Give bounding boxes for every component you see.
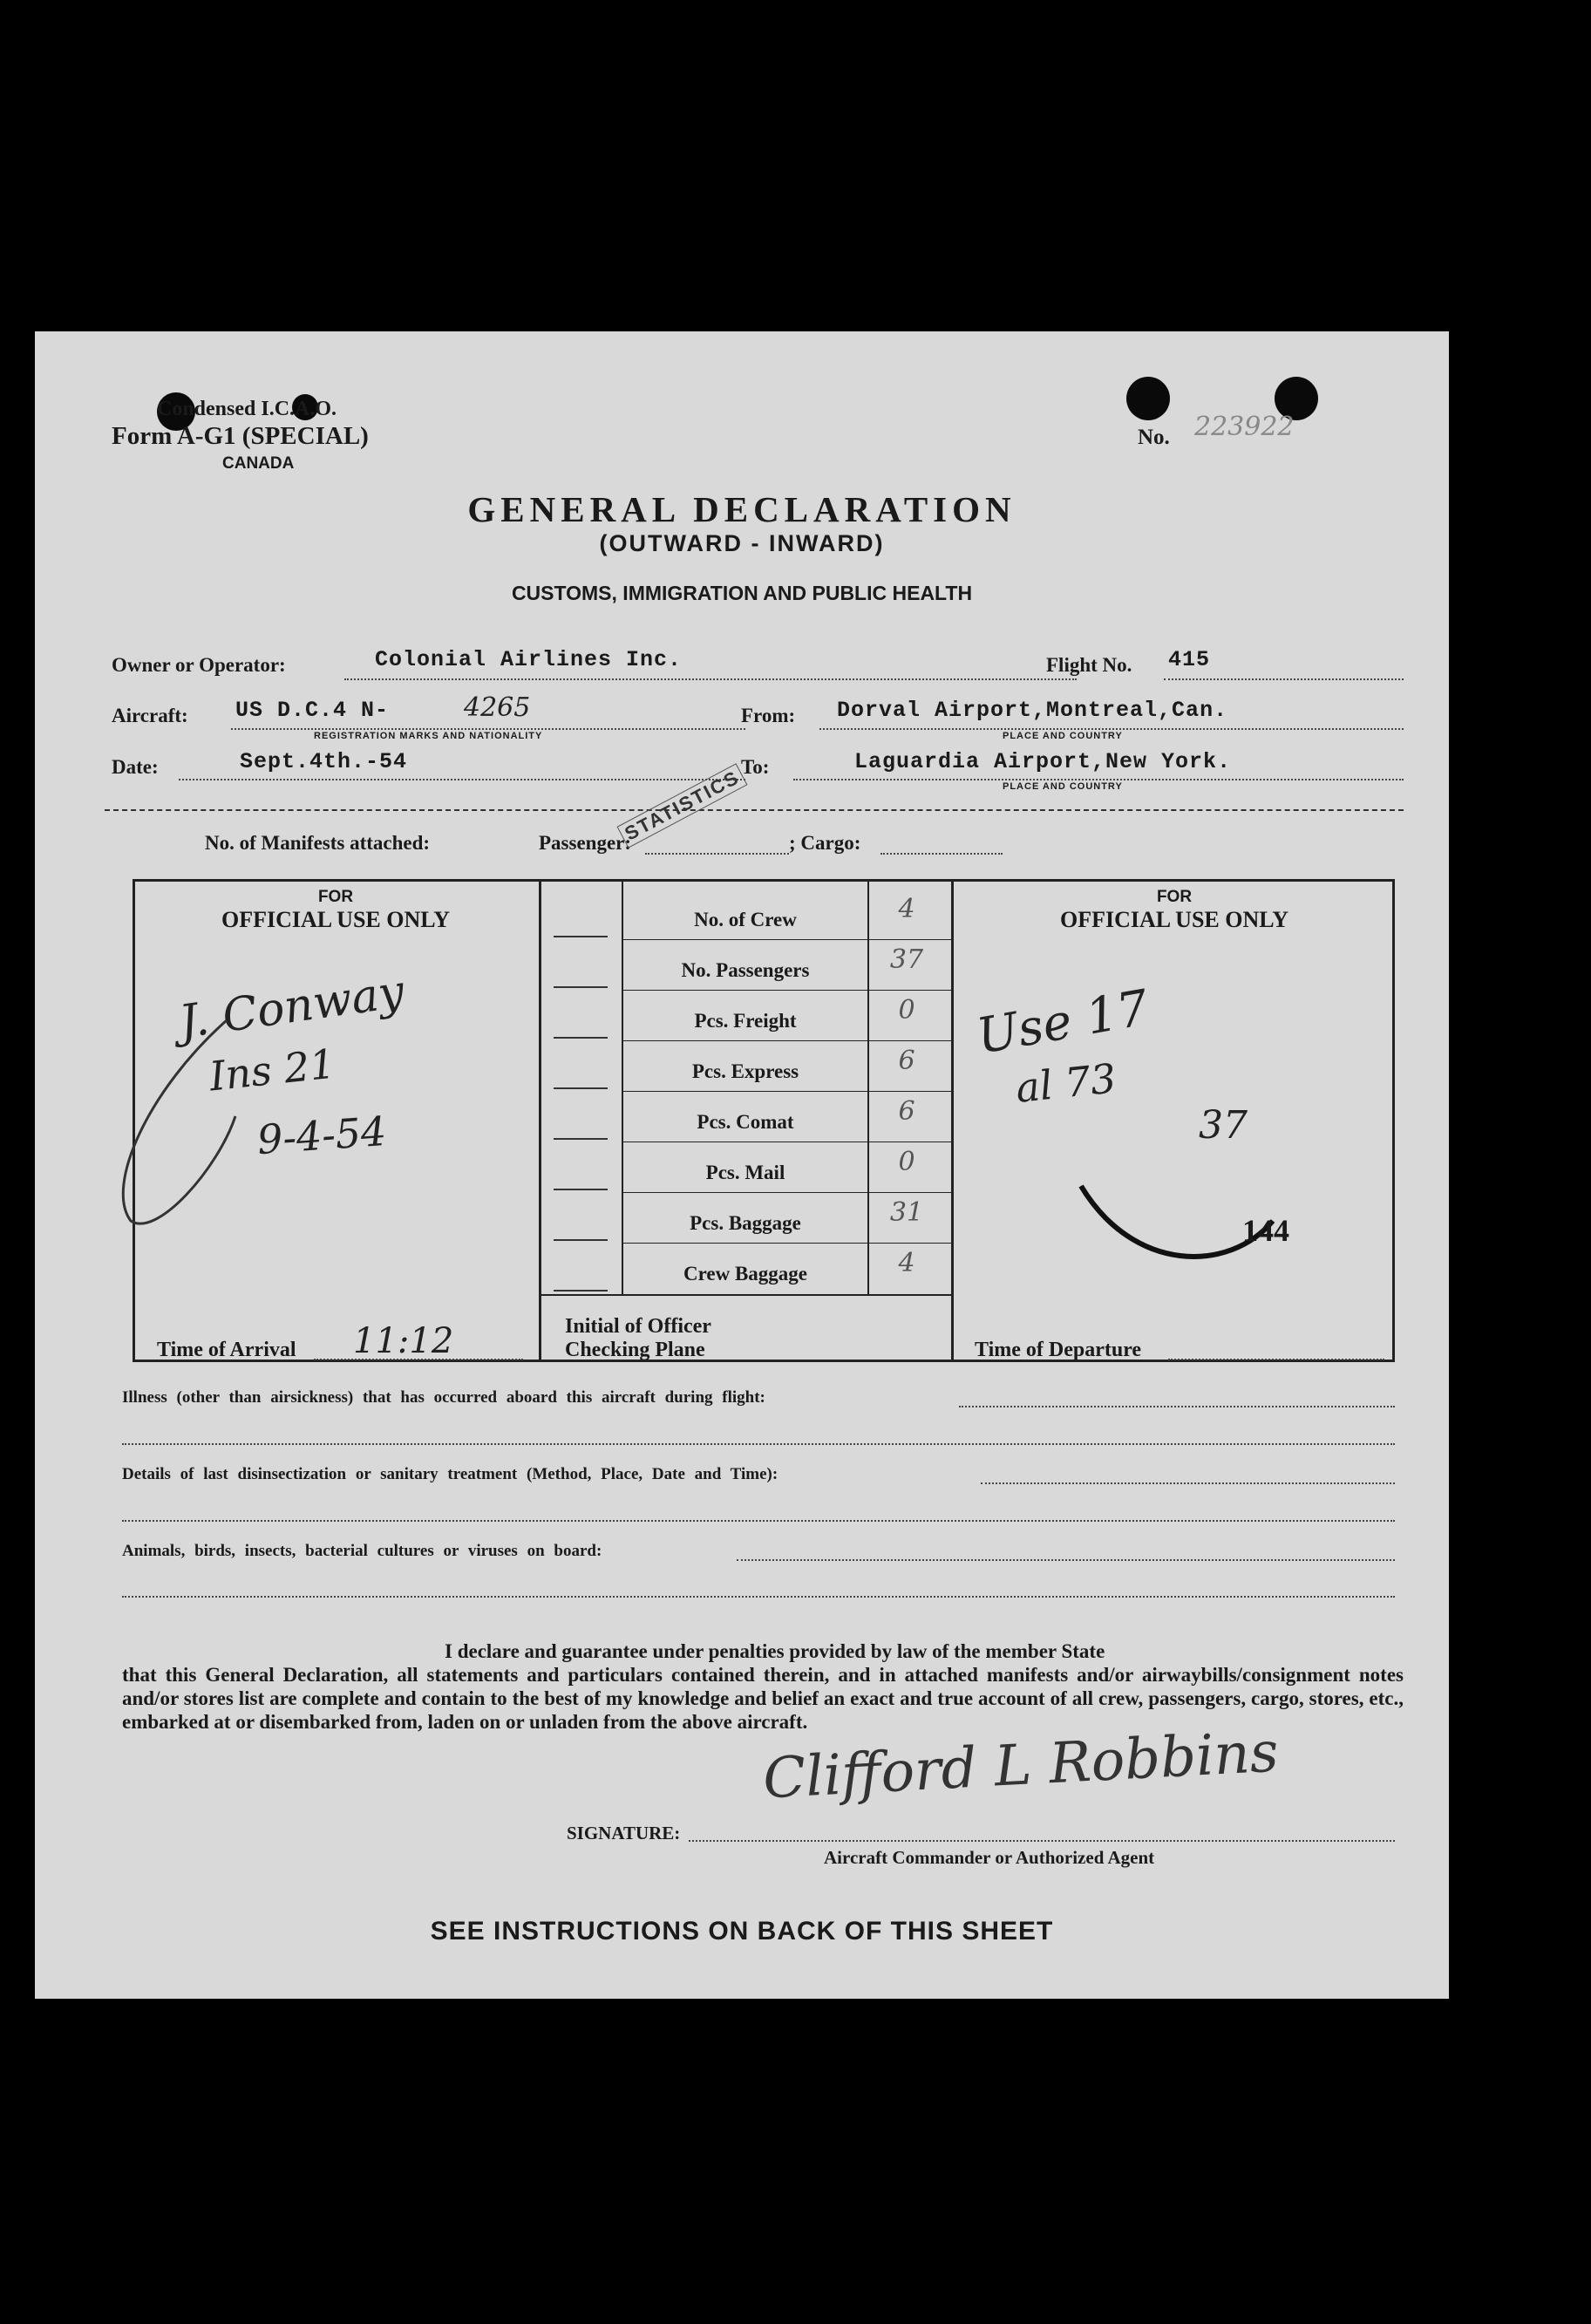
declaration-sheet xyxy=(35,331,1449,1999)
from-label: From: xyxy=(741,705,796,726)
row-value-freight: 0 xyxy=(898,995,915,1026)
aircraft-registration-handwritten: 4265 xyxy=(464,692,531,723)
document-title: GENERAL DECLARATION xyxy=(467,489,1016,529)
left-header: OFFICIAL USE ONLY xyxy=(221,907,450,932)
row-label-baggage: Pcs. Baggage xyxy=(690,1212,801,1234)
statistics-stamp: STATISTICS xyxy=(617,763,748,848)
date-value: Sept.4th.-54 xyxy=(240,749,408,774)
from-value: Dorval Airport,Montreal,Can. xyxy=(837,698,1228,723)
left-header-small: FOR xyxy=(317,888,354,906)
row-value-passengers: 37 xyxy=(889,944,924,975)
form-header-line1: Condensed I.C.A.O. xyxy=(157,398,337,420)
time-departure-label: Time of Departure xyxy=(975,1339,1142,1361)
signature-handwritten: Clifford L Robbins xyxy=(761,1720,1281,1812)
separator-line xyxy=(105,809,1404,811)
flight-label: Flight No. xyxy=(1046,654,1132,676)
manifests-label: No. of Manifests attached: xyxy=(205,832,431,854)
right-handwritten-line3: 37 xyxy=(1199,1103,1248,1148)
row-value-crew: 4 xyxy=(898,894,915,924)
left-handwriting-flourish xyxy=(96,1012,323,1238)
form-number-value: 223922 xyxy=(1194,412,1295,442)
row-label-crew-baggage: Crew Baggage xyxy=(683,1263,808,1285)
row-value-mail: 0 xyxy=(898,1147,915,1177)
manifests-cargo-label: ; Cargo: xyxy=(789,832,861,854)
right-stamp-arc xyxy=(1037,1116,1299,1291)
time-arrival-label: Time of Arrival xyxy=(157,1339,296,1361)
left-handwritten-name: J. Conway xyxy=(176,965,408,1049)
declaration-text: that this General Declaration, all statements and particulars contained therein, and in attached manifests and/or airwaybills/consignment notes and/or stores list are complete and contain to the best of my knowledge and belief an exact and true account of all crew, passengers, cargo, stores, etc., embarked at or disembarked from, laden on or unladen from the above aircraft. xyxy=(122,1664,1404,1733)
right-handwritten-line1: Use 17 xyxy=(972,979,1153,1066)
checking-plane-label: Checking Plane xyxy=(565,1339,705,1361)
aircraft-label: Aircraft: xyxy=(112,705,188,726)
right-number: 144 xyxy=(1242,1213,1289,1248)
row-value-baggage: 31 xyxy=(889,1197,924,1228)
row-value-crew-baggage: 4 xyxy=(898,1248,915,1278)
signature-label: SIGNATURE: xyxy=(567,1823,681,1844)
animals-label: Animals, birds, insects, bacterial cultures or viruses on board: xyxy=(122,1542,602,1560)
manifests-passenger-label: Passenger: xyxy=(539,832,632,854)
owner-value: Colonial Airlines Inc. xyxy=(375,647,683,672)
owner-label: Owner or Operator: xyxy=(112,654,286,676)
aircraft-value: US D.C.4 N- xyxy=(235,698,390,723)
flight-value: 415 xyxy=(1168,647,1211,672)
row-label-mail: Pcs. Mail xyxy=(705,1162,785,1183)
form-header-line2: Form A-G1 (SPECIAL) xyxy=(112,422,369,450)
left-handwritten-code: Ins 21 xyxy=(207,1039,337,1101)
from-caption: PLACE AND COUNTRY xyxy=(1003,731,1123,741)
agencies-heading: CUSTOMS, IMMIGRATION AND PUBLIC HEALTH xyxy=(511,582,973,604)
row-value-comat: 6 xyxy=(898,1096,915,1127)
illness-label: Illness (other than airsickness) that has occurred aboard this aircraft during flight: xyxy=(122,1388,765,1407)
right-header-small: FOR xyxy=(1156,888,1193,906)
date-label: Date: xyxy=(112,756,159,778)
disinsectization-label: Details of last disinsectization or sanitary treatment (Method, Place, Date and Time): xyxy=(122,1465,779,1483)
row-label-crew: No. of Crew xyxy=(694,909,797,930)
row-label-comat: Pcs. Comat xyxy=(697,1111,794,1133)
time-arrival-value: 11:12 xyxy=(353,1321,454,1361)
row-label-freight: Pcs. Freight xyxy=(694,1010,797,1032)
aircraft-caption: REGISTRATION MARKS AND NATIONALITY xyxy=(314,731,543,741)
instructions-footer: SEE INSTRUCTIONS ON BACK OF THIS SHEET xyxy=(430,1917,1054,1946)
row-value-express: 6 xyxy=(898,1046,915,1076)
right-handwritten-line2: al 73 xyxy=(1013,1054,1118,1112)
initial-officer-label: Initial of Officer xyxy=(565,1315,711,1338)
form-number-label: No. xyxy=(1138,426,1170,449)
row-label-express: Pcs. Express xyxy=(691,1060,799,1082)
right-header: OFFICIAL USE ONLY xyxy=(1060,907,1288,932)
declaration-text-first: I declare and guarantee under penalties provided by law of the member State xyxy=(445,1640,1105,1662)
to-label: To: xyxy=(741,756,770,778)
punch-hole xyxy=(1126,377,1170,420)
row-label-passengers: No. Passengers xyxy=(681,959,810,981)
signature-caption: Aircraft Commander or Authorized Agent xyxy=(824,1847,1155,1868)
form-header-line3: CANADA xyxy=(222,454,295,473)
to-caption: PLACE AND COUNTRY xyxy=(1003,781,1123,792)
to-value: Laguardia Airport,New York. xyxy=(854,749,1232,774)
left-handwritten-date: 9-4-54 xyxy=(255,1107,388,1164)
document-subtitle: (OUTWARD - INWARD) xyxy=(599,530,885,556)
